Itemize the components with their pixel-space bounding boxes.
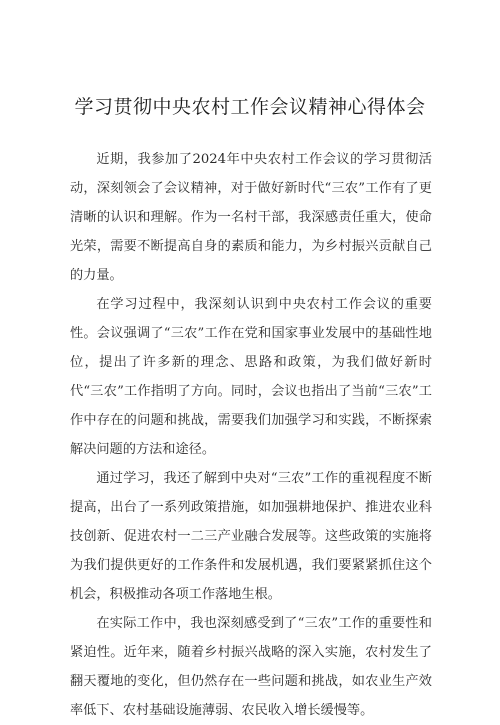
document-body xyxy=(70,145,432,725)
paragraph-1: 近期，我参加了2024年中央农村工作会议的学习贯彻活动，深刻领会了会议精神，对于做好新时代“三农”工作有了更清晰的认识和理解。作为一名村干部，我深感责任重大，使命光荣，需要不断提高自身的素质和能力，为乡村振兴贡献自己的力量。 xyxy=(70,152,432,283)
paragraph-2: 在学习过程中，我深刻认识到中央农村工作会议的重要性。会议强调了“三农”工作在党和国家事业发展中的基础性地位，提出了许多新的理念、思路和政策，为我们做好新时代“三农”工作指明了方向。同时，会议也指出了当前“三农”工作中存在的问题和挑战，需要我们加强学习和实践，不断探索解决问题的方法和途径。 xyxy=(70,297,432,457)
paragraph-3: 通过学习，我还了解到中央对“三农”工作的重视程度不断提高，出台了一系列政策措施，如加强耕地保护、推进农业科技创新、促进农村一二三产业融合发展等。这些政策的实施将为我们提供更好的工作条件和发展机遇，我们要紧紧抓住这个机会，积极推动各项工作落地生根。 xyxy=(70,471,432,602)
document-title: 学习贯彻中央农村工作会议精神心得体会 xyxy=(74,96,426,118)
paragraph-4: 在实际工作中，我也深刻感受到了“三农”工作的重要性和紧迫性。近年来，随着乡村振兴战略的深入实施，农村发生了翻天覆地的变化，但仍然存在一些问题和挑战，如农业生产效率低下、农村基础设施薄弱、农民收入增长缓慢等。 xyxy=(70,616,432,718)
